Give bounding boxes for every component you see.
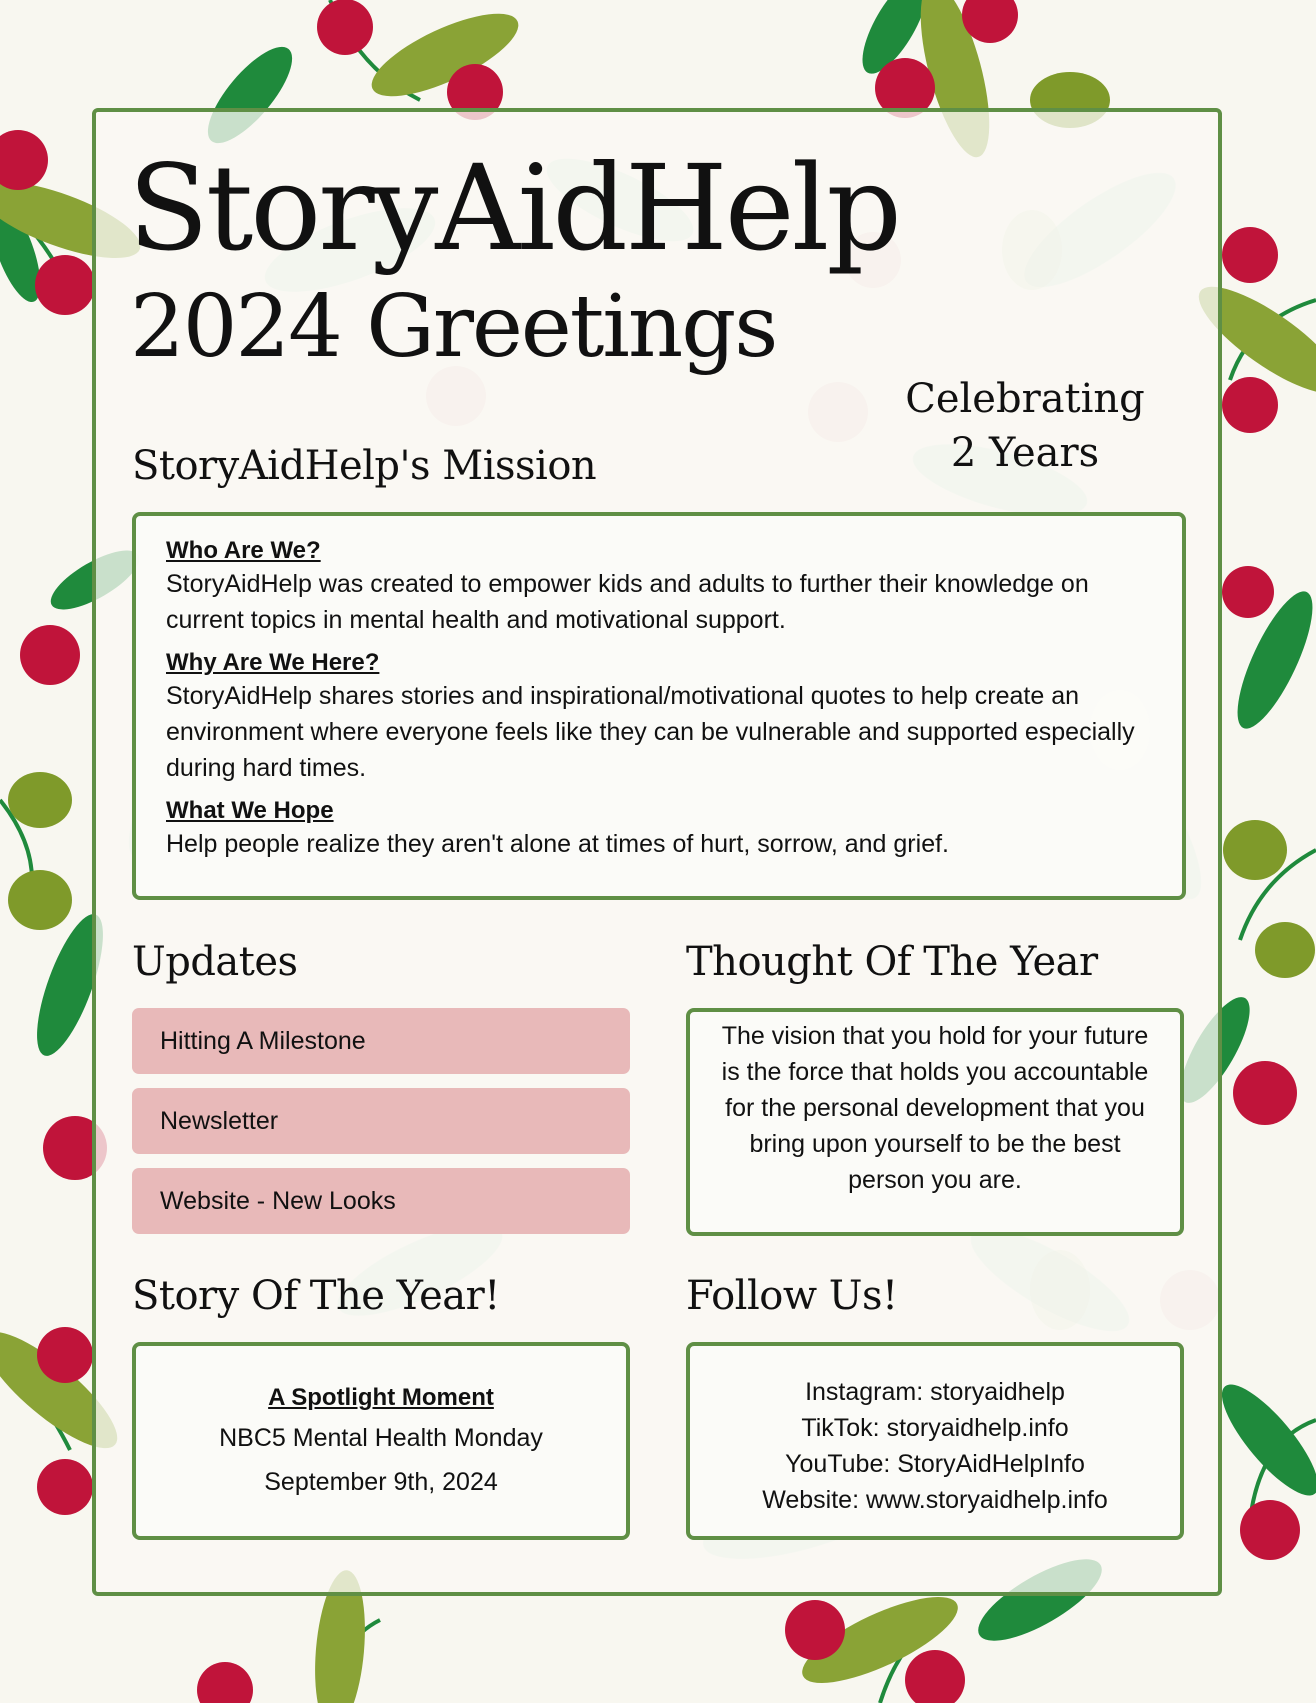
social-website: Website: www.storyaidhelp.info [762, 1486, 1108, 1514]
social-instagram: Instagram: storyaidhelp [805, 1378, 1065, 1406]
mission-box [132, 512, 1186, 900]
celebration-line-2: 2 Years [950, 430, 1100, 476]
update-item-milestone: Hitting A Milestone [132, 1008, 630, 1074]
social-youtube: YouTube: StoryAidHelpInfo [785, 1450, 1085, 1478]
update-item-website: Website - New Looks [132, 1168, 630, 1234]
page-title: StoryAidHelp [128, 139, 899, 277]
story-heading: Story Of The Year! [132, 1273, 500, 1319]
celebration-badge [880, 372, 1170, 480]
story-line: NBC5 Mental Health Monday [219, 1424, 543, 1452]
story-date: September 9th, 2024 [264, 1468, 498, 1496]
thought-heading: Thought Of The Year [686, 939, 1098, 985]
social-tiktok: TikTok: storyaidhelp.info [801, 1414, 1069, 1442]
thought-box [686, 1008, 1184, 1236]
follow-box [686, 1342, 1184, 1540]
mission-answer: StoryAidHelp shares stories and inspirational/motivational quotes to help create an environment where everyone feels like they can be vulnerable and supported especially during hard times. [166, 682, 1135, 782]
page-subtitle: 2024 Greetings [130, 277, 777, 377]
story-box [132, 1342, 630, 1540]
mission-heading: StoryAidHelp's Mission [132, 443, 597, 489]
mission-answer: Help people realize they aren't alone at times of hurt, sorrow, and grief. [166, 830, 949, 858]
story-title: A Spotlight Moment [268, 1384, 494, 1411]
mission-question: What We Hope [166, 797, 334, 824]
mission-answer: StoryAidHelp was created to empower kids and adults to further their knowledge on current topics in mental health and motivational support. [166, 570, 1089, 634]
update-item-newsletter: Newsletter [132, 1088, 630, 1154]
celebration-line-1: Celebrating [905, 376, 1145, 422]
mission-question: Why Are We Here? [166, 649, 380, 676]
follow-heading: Follow Us! [686, 1273, 898, 1319]
thought-text: The vision that you hold for your future is the force that holds you accountable for the personal development that you bring upon yourself to be the best person you are. [721, 1022, 1149, 1194]
mission-question: Who Are We? [166, 537, 321, 564]
updates-heading: Updates [132, 939, 298, 985]
